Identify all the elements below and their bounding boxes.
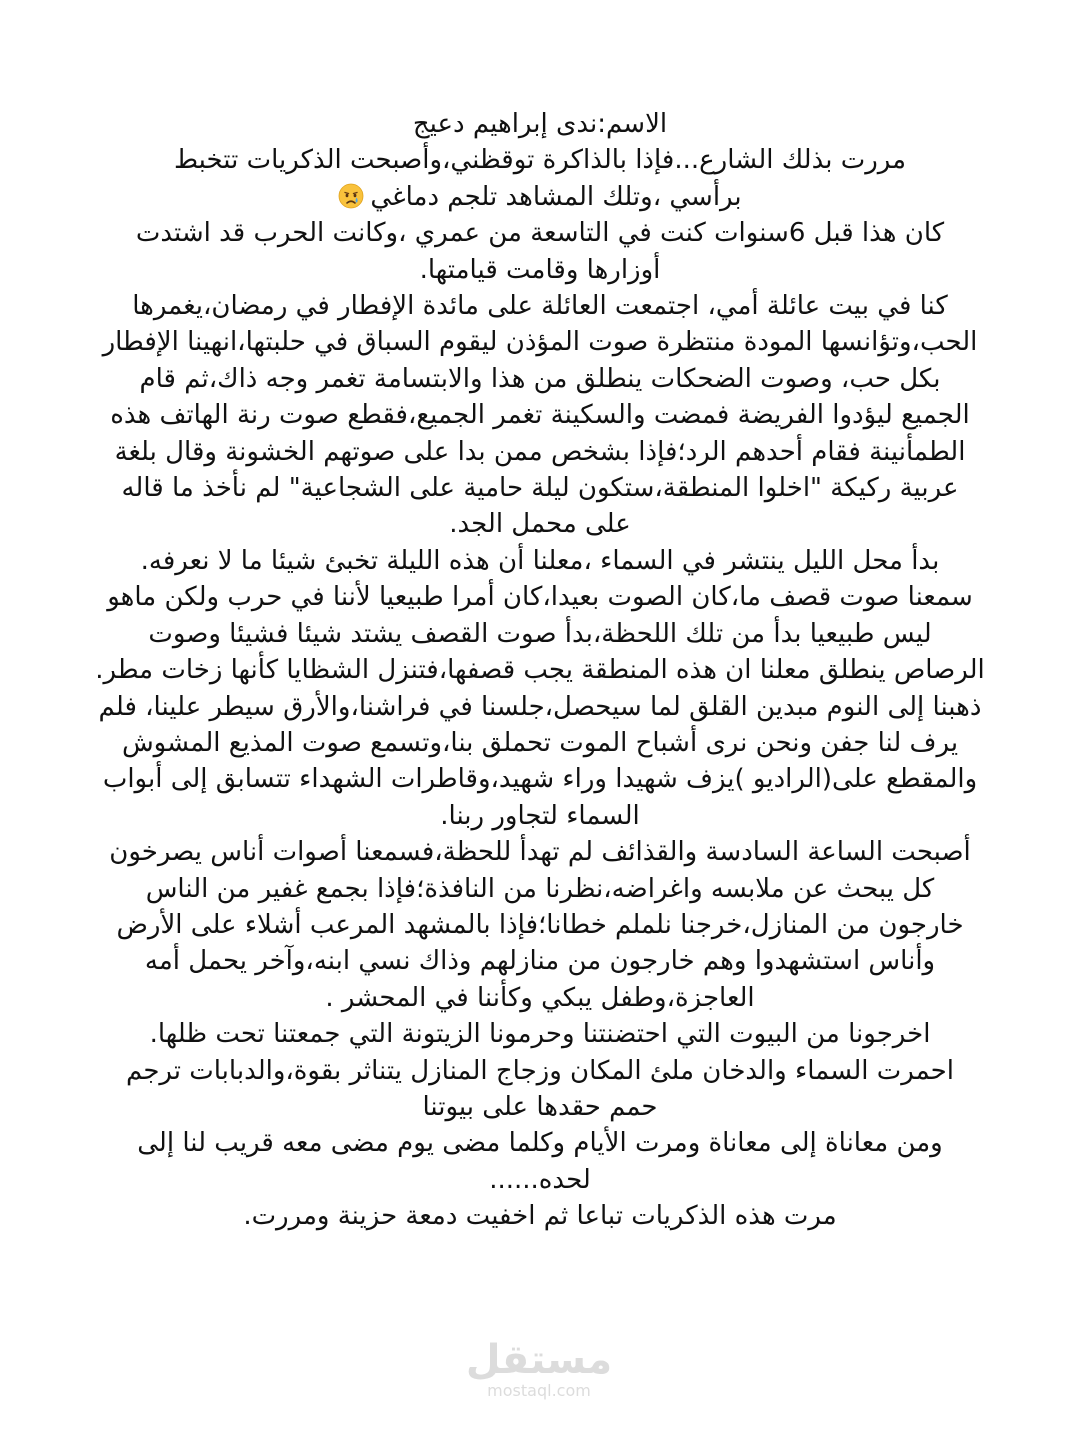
text-line: الحب،وتؤانسها المودة منتظرة صوت المؤذن ليقوم السباق في حلبتها،انهينا الإفطار (102, 327, 978, 358)
text-line: أوزارها وقامت قيامتها. (419, 254, 661, 285)
text-line: كان هذا قبل 6سنوات كنت في التاسعة من عمري ،وكانت الحرب قد اشتدت (135, 218, 945, 249)
text-line: بدأ محل الليل ينتشر في السماء ،معلنا أن هذه الليلة تخبئ شيئا ما لا نعرفه. (140, 545, 940, 576)
text-line: ومن معاناة إلى معاناة ومرت الأيام وكلما مضى يوم مضى معه قريب لنا إلى (137, 1128, 943, 1159)
text-line: حمم حقدها على بيوتنا (422, 1091, 658, 1122)
text-line: وأناس استشهدوا وهم خارجون من منازلهم وذاك نسي ابنه،وآخر يحمل أمه (144, 946, 936, 977)
crying-face-icon (338, 183, 364, 209)
watermark-latin: mostaql.com (487, 1381, 591, 1400)
text-line: سمعنا صوت قصف ما،كان الصوت بعيدا،كان أمرا طبيعيا لأننا في حرب ولكن ماهو (107, 582, 973, 613)
text-line: يرف لنا جفن ونحن نرى أشباح الموت تحملق بنا،وتسمع صوت المذيع المشوش (121, 727, 959, 758)
text-line: خارجون من المنازل،خرجنا نلملم خطانا؛فإذا بالمشهد المرعب أشلاء على الأرض (116, 909, 964, 940)
text-line: أصبحت الساعة السادسة والقذائف لم تهدأ للحظة،فسمعنا أصوات أناس يصرخون (109, 837, 971, 868)
closing-line: مرت هذه الذكريات تباعا ثم اخفيت دمعة حزينة ومررت. (243, 1201, 837, 1232)
text-line: كنا في بيت عائلة أمي، اجتمعت العائلة على مائدة الإفطار في رمضان،يغمرها (132, 291, 948, 322)
mostaql-watermark (464, 1338, 614, 1400)
text-line: كل يبحث عن ملابسه واغراضه،نظرنا من النافذة؛فإذا بجمع غفير من الناس (145, 873, 935, 904)
essay-text (60, 106, 1020, 1235)
text-line-content: برأسي ،وتلك المشاهد تلجم دماغي (370, 181, 742, 212)
text-line: ذهبنا إلى النوم مبدين القلق لما سيحصل،جلسنا في فراشنا،والأرق سيطر علينا، فلم (98, 691, 982, 722)
watermark-arabic: مستقل (465, 1337, 613, 1383)
text-line: الرصاص ينطلق معلنا ان هذه المنطقة يجب قصفها،فتنزل الشظايا كأنها زخات مطر. (95, 655, 985, 686)
text-line: ليس طبيعيا بدأ من تلك اللحظة،بدأ صوت القصف يشتد شيئا فشيئا وصوت (148, 618, 932, 649)
text-line: مررت بذلك الشارع...فإذا بالذاكرة توقظني،وأصبحت الذكريات تتخبط (173, 145, 907, 176)
text-line: العاجزة،وطفل يبكي وكأننا في المحشر . (325, 982, 755, 1013)
text-line (60, 179, 1020, 215)
text-line: بكل حب، وصوت الضحكات ينطلق من هذا والابتسامة تغمر وجه ذاك،ثم قام (139, 363, 941, 394)
text-line: لحده...... (489, 1164, 591, 1195)
text-line: الجميع ليؤدوا الفريضة فمضت والسكينة تغمر الجميع،فقطع صوت رنة الهاتف هذه (110, 400, 970, 431)
text-line: السماء لتجاور ربنا. (440, 800, 640, 831)
text-line: الطمأنينة فقام أحدهم الرد؛فإذا بشخص ممن بدا على صوتهم الخشونة وقال بلغة (114, 436, 966, 467)
text-line: والمقطع على(الراديو )يزف شهيدا وراء شهيد،وقاطرات الشهداء تتسابق إلى أبواب (102, 764, 978, 795)
text-line: عربية ركيكة "اخلوا المنطقة،ستكون ليلة حامية على الشجاعية" لم نأخذ ما قاله (121, 473, 959, 504)
text-line: احمرت السماء والدخان ملئ المكان وزجاج المنازل يتناثر بقوة،والدبابات ترجم (126, 1055, 954, 1086)
text-line: على محمل الجد. (449, 509, 631, 540)
text-line: اخرجونا من البيوت التي احتضنتنا وحرمونا الزيتونة التي جمعتنا تحت ظلها. (149, 1019, 931, 1050)
author-line: الاسم:ندى إبراهيم دعيج (412, 109, 668, 139)
